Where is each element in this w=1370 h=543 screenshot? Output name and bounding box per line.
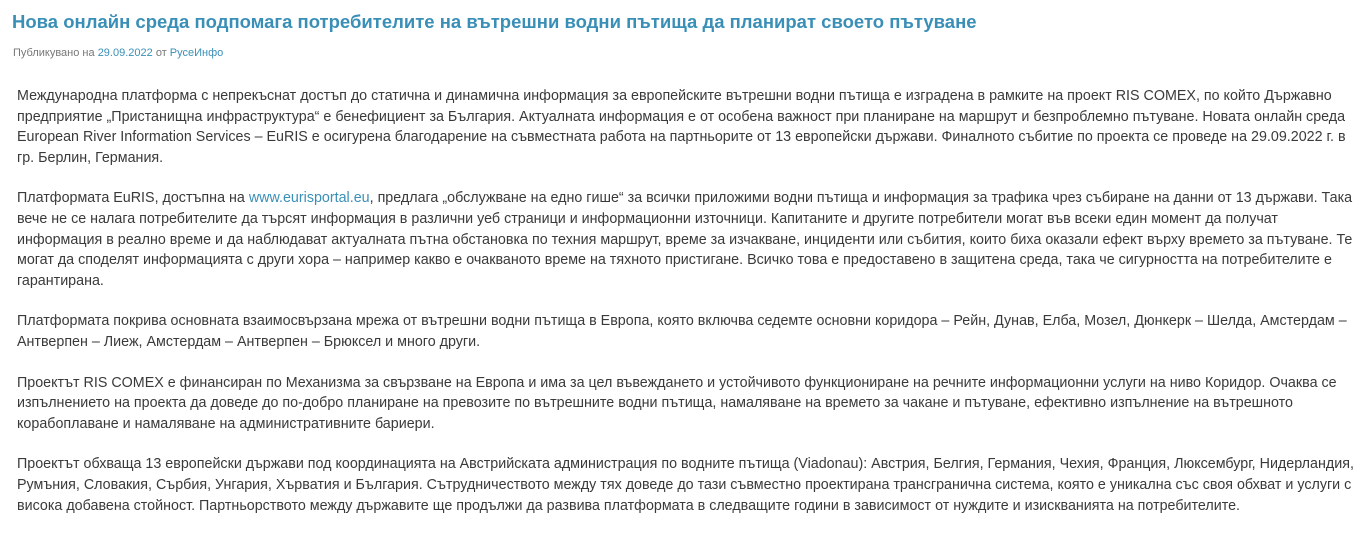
author-link[interactable]: РусеИнфо — [169, 47, 224, 59]
paragraph-2-intro: Платформата EuRIS, достъпна на — [17, 190, 249, 207]
paragraph-5: Проектът обхваща 13 европейски държави под координацията на Австрийската администрация по водните пътища (Viadonau): Австрия, Белгия, Германия, Чехия, Франция, Люксембург, Нидерландия, Румъния, Словакия, Сърбия, Унгария, Хърватия и България. Сътрудничеството между тях доведе до тази съвместно проектирана трансгранична система, която е уникална със своя обхват и услуги с висока добавена стойност. Партньорството между държавите ще продължи да развива платформата в следващите години в зависимост от нуждите и изискванията на потребителите. — [17, 456, 1354, 514]
eurisportal-link[interactable]: www.eurisportal.eu — [248, 190, 370, 207]
paragraph-4: Проектът RIS COMEX е финансиран по Механизма за свързване на Европа и има за цел въвеждането и устойчивото функциониране на речните информационни услуги на ниво Коридор. Очаква се изпълнението на проекта да доведе до по-добро планиране на превозите по вътрешните водни пътища, намаляване на времето за чакане и пътуване, ефективно изпълнение на вътрешното корабоплаване и намаляване на административните бариери. — [17, 374, 1337, 432]
paragraph-1: Международна платформа с непрекъснат достъп до статична и динамична информация за европейските вътрешни водни пътища е изградена в рамките на проект RIS COMEX, по който Държавно предприятие „Пристанищна инфраструктура“ е бенефициент за България. Актуалната информация е от особена важност при планиране на маршрут и безпроблемно пътуване. Новата онлайн среда European River Information Services – EuRIS е осигурена благодарение на съвместната работа на партньорите от 13 европейски държави. Финалното събитие по проекта се проведе на 29.09.2022 г. в гр. Берлин, Германия. — [17, 88, 1346, 166]
paragraph-3: Платформата покрива основната взаимосвързана мрежа от вътрешни водни пътища в Европа, която включва седемте основни коридора – Рейн, Дунав, Елба, Мозел, Дюнкерк – Шелда, Амстердам – Антверпен – Лиеж, Амстердам – Антверпен – Брюксел и много други. — [17, 313, 1347, 350]
paragraph-2 — [17, 188, 1362, 291]
paragraph-2-rest: , предлага „обслужване на едно гише“ за всички приложими водни пътища и информация за трафика чрез събиране на данни от 13 държави. Така вече не се налага потребителите да търсят информация в различни уеб страници и информационни източници. Капитаните и другите потребители могат във всеки един момент да получат информация в реално време и да наблюдават актуалната пътна обстановка по техния маршрут, време за изчакване, инциденти или събития, които биха оказали ефект върху времето за пътуване. Те могат да споделят информацията с други хора – например какво е очакваното време на тяхното пристигане. Всичко това е предоставено в защитена среда, така че сигурността на потребителите е гарантирана. — [17, 190, 1353, 289]
article-title[interactable]: Нова онлайн среда подпомага потребителите на вътрешни водни пътища да планират своето пътуване — [12, 11, 977, 32]
publish-date-link[interactable]: 29.09.2022 — [97, 47, 153, 59]
post-meta — [13, 46, 223, 60]
published-label: Публикувано на — [13, 47, 95, 59]
article-body — [17, 86, 1362, 536]
author-label: от — [155, 47, 167, 59]
